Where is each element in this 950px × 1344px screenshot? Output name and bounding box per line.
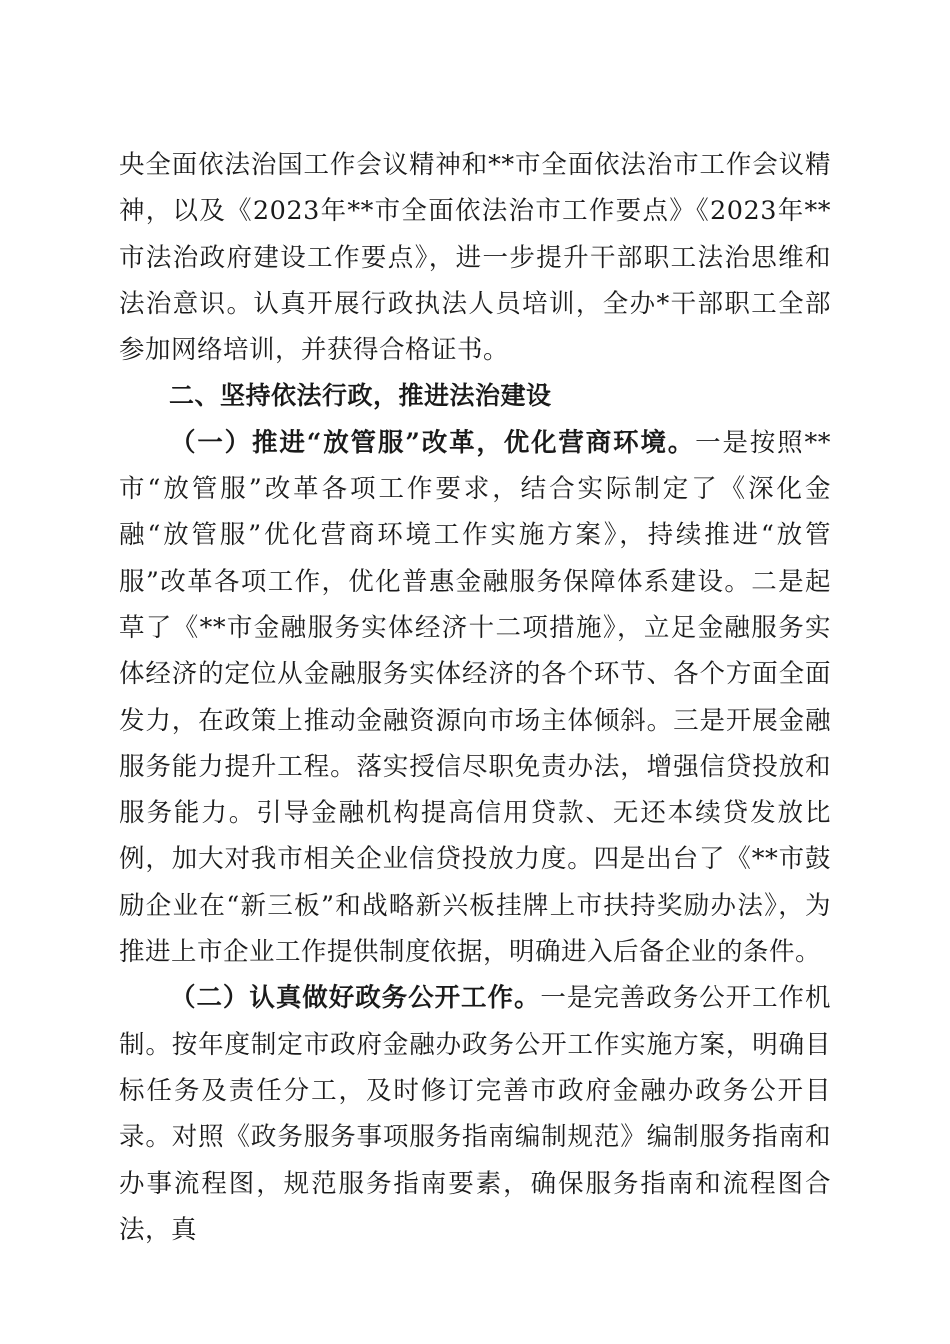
subsection-2-body: 一是完善政务公开工作机制。按年度制定市政府金融办政务公开工作实施方案，明确目标任务及责任分工，及时修订完善市政府金融办政务公开目录。对照《政务服务事项服务指南编制规范》编制服务指南和办事流程图，规范服务指南要素，确保服务指南和流程图合法，真 (119, 983, 831, 1245)
subsection-1-title: （一）推进“放管服”改革，优化营商环境。 (170, 427, 696, 458)
document-body (119, 142, 831, 1253)
subsection-1-paragraph (119, 420, 831, 976)
intro-paragraph: 央全面依法治国工作会议精神和**市全面依法治市工作会议精神，以及《2023年**市全面依法治市工作要点》《2023年**市法治政府建设工作要点》，进一步提升干部职工法治思维和法治意识。认真开展行政执法人员培训，全办*干部职工全部参加网络培训，并获得合格证书。 (119, 150, 831, 366)
subsection-1-body: 一是按照**市“放管服”改革各项工作要求，结合实际制定了《深化金融“放管服”优化营商环境工作实施方案》，持续推进“放管服”改革各项工作，优化普惠金融服务保障体系建设。二是起草了《**市金融服务实体经济十二项措施》，立足金融服务实体经济的定位从金融服务实体经济的各个环节、各个方面全面发力，在政策上推动金融资源向市场主体倾斜。三是开展金融服务能力提升工程。落实授信尽职免责办法，增强信贷投放和服务能力。引导金融机构提高信用贷款、无还本续贷发放比例，加大对我市相关企业信贷投放力度。四是出台了《**市鼓励企业在“新三板”和战略新兴板挂牌上市扶持奖励办法》，为推进上市企业工作提供制度依据，明确进入后备企业的条件。 (119, 427, 831, 968)
subsection-2-paragraph (119, 975, 831, 1253)
section-heading: 二、坚持依法行政，推进法治建设 (169, 381, 552, 411)
subsection-2-title: （二）认真做好政务公开工作。 (170, 983, 541, 1014)
